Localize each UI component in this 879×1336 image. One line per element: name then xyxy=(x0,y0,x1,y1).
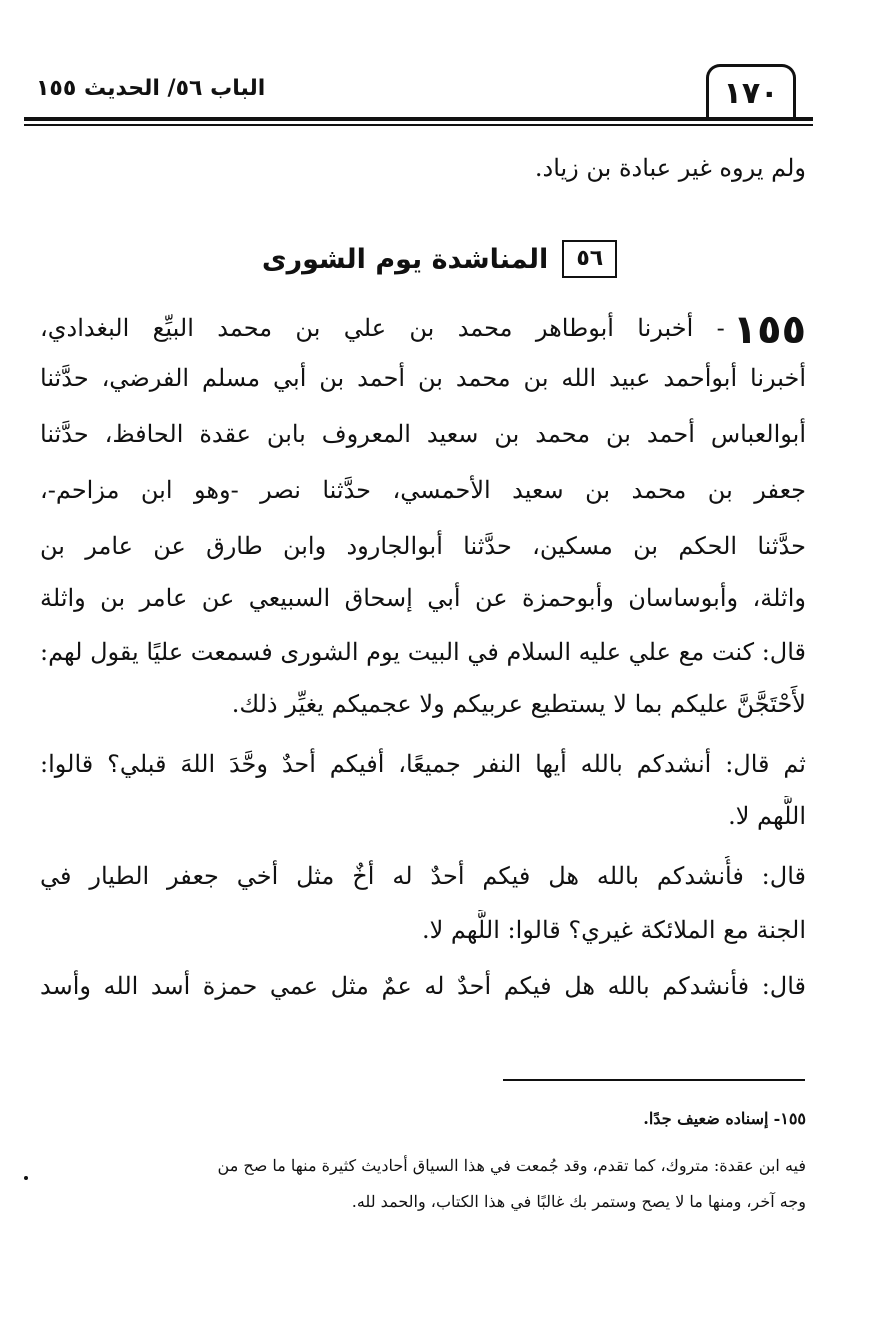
footnote-line-2: فيه ابن عقدة: متروك، كما تقدم، وقد جُمعت في هذا السياق أحاديث كثيرة منها ما صح من xyxy=(217,1156,806,1175)
header-rule-thin xyxy=(24,124,813,126)
body-line-3: أبوالعباس أحمد بن محمد بن سعيد المعروف بابن عقدة الحافظ، حدَّثنا xyxy=(40,420,806,448)
header-rule-thick xyxy=(24,117,813,121)
chapter-number-box: ٥٦ xyxy=(562,240,617,278)
body-line-11: قال: فأُنشدكم بالله هل فيكم أحدٌ له أخٌ مثل أخي جعفر الطيار في xyxy=(40,862,806,890)
body-line-5: حدَّثنا الحكم بن مسكين، حدَّثنا أبوالجارود وابن طارق عن عامر بن xyxy=(40,532,806,560)
hadith-number: ١٥٥ xyxy=(732,308,806,350)
body-line-8: لأَحْتَجَّنَّ عليكم بما لا يستطيع عربيكم ولا عجميكم يغيِّر ذلك. xyxy=(231,690,806,718)
intro-line: ولم يروه غير عبادة بن زياد. xyxy=(534,154,806,182)
body-line-7: قال: كنت مع علي عليه السلام في البيت يوم الشورى فسمعت عليًا يقول لهم: xyxy=(40,638,806,666)
body-line-12: الجنة مع الملائكة غيري؟ قالوا: اللَّهم لا. xyxy=(421,916,806,944)
body-line-2: أخبرنا أبوأحمد عبيد الله بن محمد بن أحمد بن أبي مسلم الفرضي، حدَّثنا xyxy=(40,364,806,392)
body-line-1-text: - أخبرنا أبوطاهر محمد بن علي بن محمد البيِّع البغدادي، xyxy=(40,314,725,342)
footnote-line-3: وجه آخر، ومنها ما لا يصح وستمر بك غالبًا في هذا الكتاب، والحمد لله. xyxy=(351,1192,806,1211)
footnote-separator xyxy=(503,1079,805,1081)
chapter-heading xyxy=(0,240,879,278)
body-line-1 xyxy=(40,308,806,350)
margin-dot xyxy=(24,1176,28,1180)
body-line-4: جعفر بن محمد بن سعيد الأحمسي، حدَّثنا نصر -وهو ابن مزاحم-، xyxy=(40,476,806,504)
footnote-line-1 xyxy=(38,1106,806,1132)
running-header: الباب ٥٦/ الحديث ١٥٥ xyxy=(36,76,266,101)
page-number: ١٧٠ xyxy=(706,64,796,119)
chapter-title: المناشدة يوم الشورى xyxy=(261,243,549,275)
footnote-number: ١٥٥- xyxy=(773,1109,806,1128)
footnote-grading: إسناده ضعيف جدًا. xyxy=(643,1109,769,1128)
body-line-13: قال: فأنشدكم بالله هل فيكم أحدٌ له عمٌ مثل عمي حمزة أسد الله وأسد xyxy=(40,972,806,1000)
body-line-6: واثلة، وأبوساسان وأبوحمزة عن أبي إسحاق السبيعي عن عامر بن واثلة xyxy=(40,584,806,612)
body-line-10: اللَّهم لا. xyxy=(728,802,806,830)
body-line-9: ثم قال: أنشدكم بالله أيها النفر جميعًا، أفيكم أحدٌ وحَّدَ اللهَ قبلي؟ قالوا: xyxy=(40,750,806,778)
